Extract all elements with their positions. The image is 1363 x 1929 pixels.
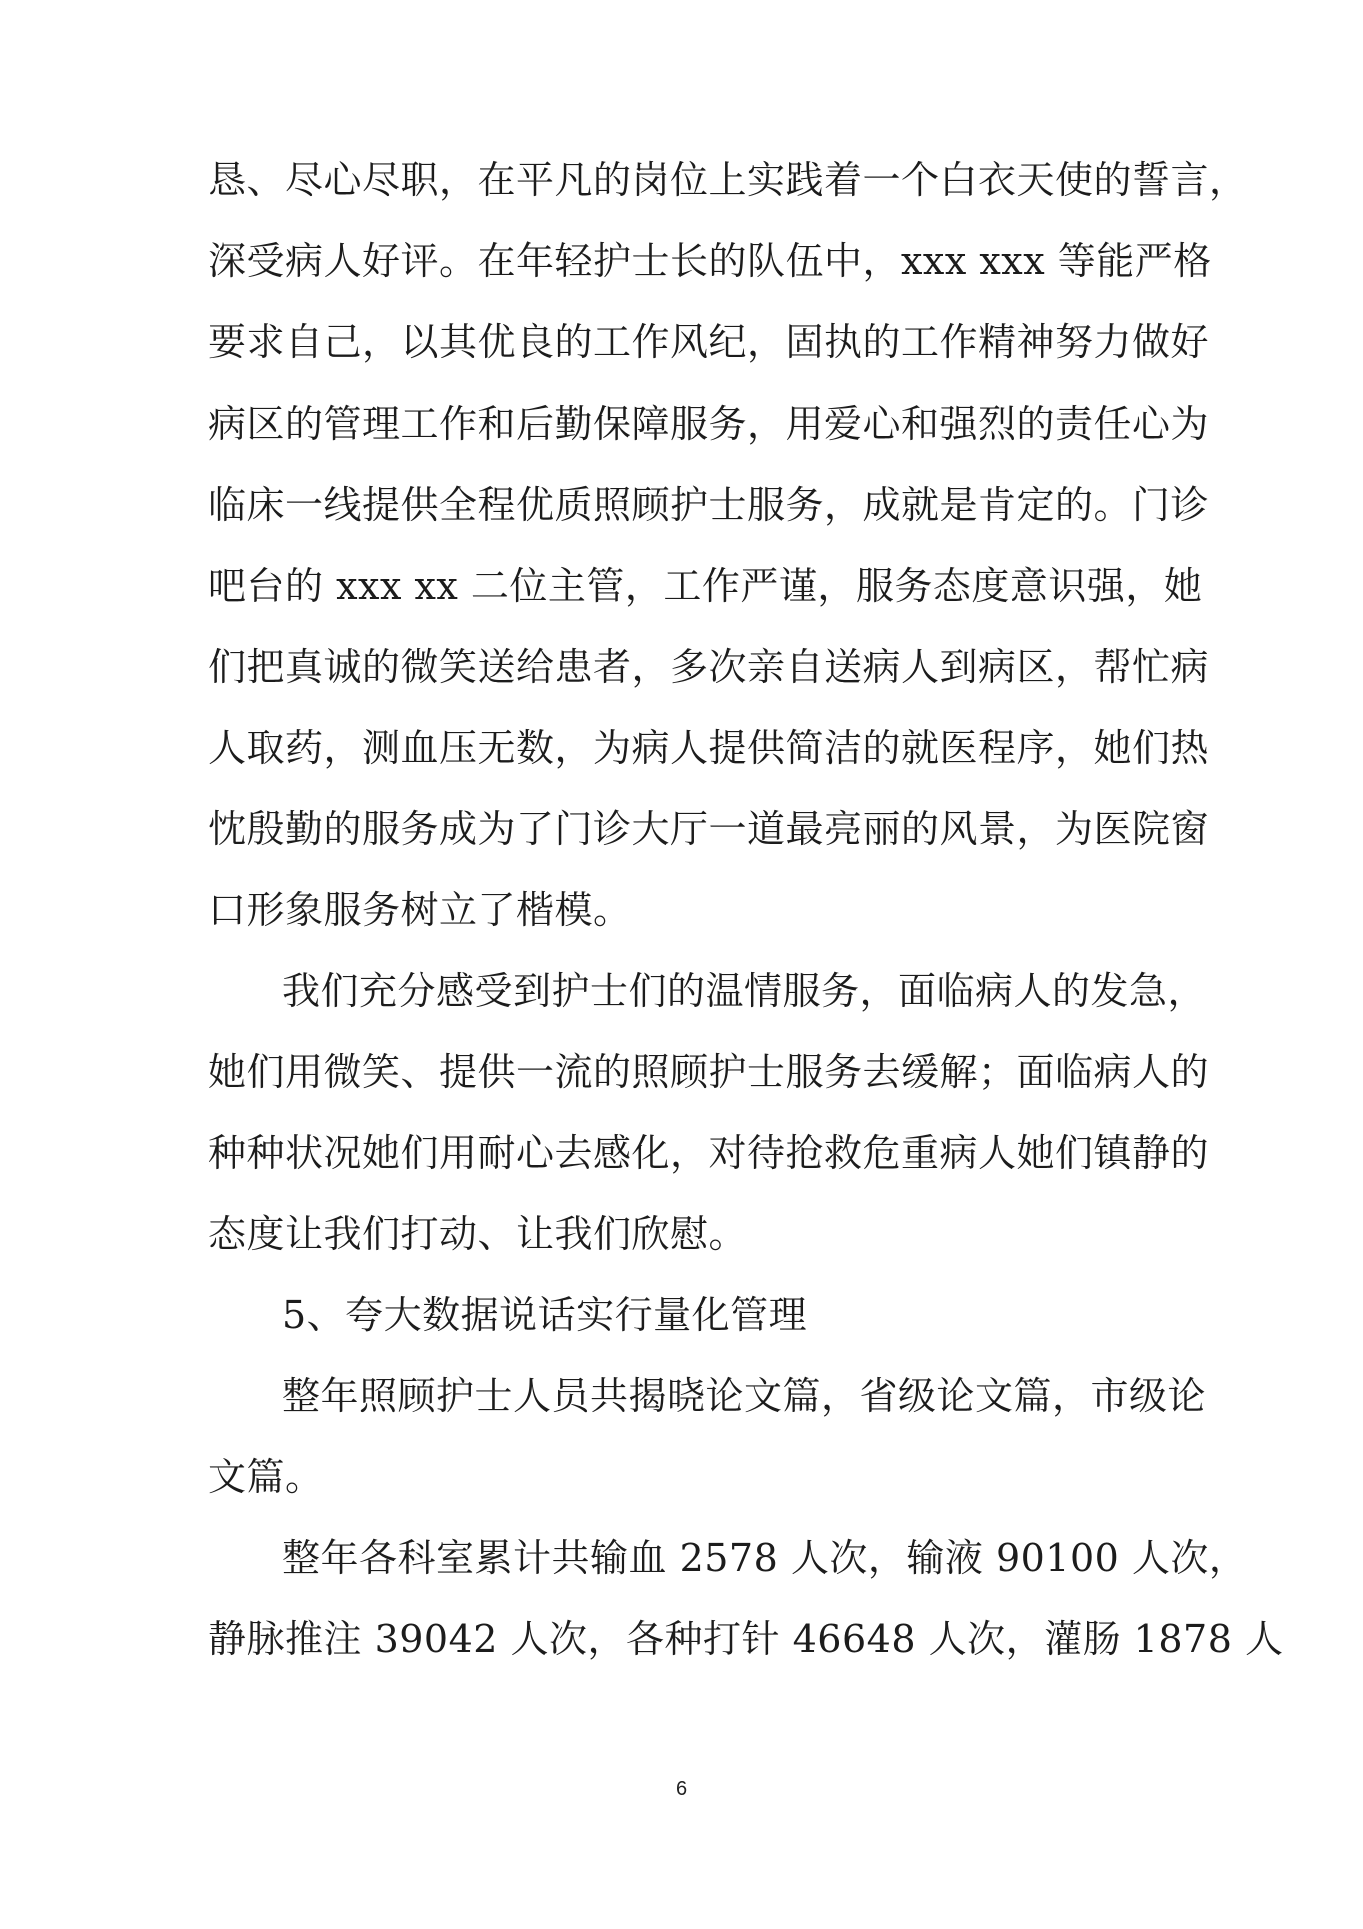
text-line: 静脉推注 39042 人次，各种打针 46648 人次，灌肠 1878 人 [208, 1617, 1284, 1661]
text-line: 病区的管理工作和后勤保障服务，用爱心和强烈的责任心为 [208, 402, 1210, 446]
text-line: 口形象服务树立了楷模。 [208, 888, 632, 932]
text-line: 人取药，测血压无数，为病人提供简洁的就医程序，她们热 [208, 726, 1210, 770]
text-line: 她们用微笑、提供一流的照顾护士服务去缓解；面临病人的 [208, 1050, 1210, 1094]
section-heading: 5、夸大数据说话实行量化管理 [282, 1293, 808, 1337]
text-line: 忱殷勤的服务成为了门诊大厅一道最亮丽的风景，为医院窗 [208, 807, 1210, 851]
text-line: 文篇。 [208, 1455, 324, 1499]
paragraph-first-line: 我们充分感受到护士们的温情服务，面临病人的发急， [282, 969, 1207, 1013]
text-line: 态度让我们打动、让我们欣慰。 [208, 1212, 748, 1256]
text-line: 种种状况她们用耐心去感化，对待抢救危重病人她们镇静的 [208, 1131, 1210, 1175]
paragraph-first-line: 整年照顾护士人员共揭晓论文篇，省级论文篇，市级论 [282, 1374, 1207, 1418]
page-number: 6 [675, 1778, 688, 1800]
text-line: 临床一线提供全程优质照顾护士服务，成就是肯定的。门诊 [208, 483, 1210, 527]
text-line: 们把真诚的微笑送给患者，多次亲自送病人到病区，帮忙病 [208, 645, 1210, 689]
text-line: 深受病人好评。在年轻护士长的队伍中，xxx xxx 等能严格 [208, 239, 1212, 283]
text-line: 恳、尽心尽职，在平凡的岗位上实践着一个白衣天使的誓言， [208, 158, 1248, 202]
paragraph-first-line: 整年各科室累计共输血 2578 人次，输液 90100 人次， [282, 1536, 1248, 1580]
text-line: 吧台的 xxx xx 二位主管，工作严谨，服务态度意识强，她 [208, 564, 1203, 608]
text-line: 要求自己，以其优良的工作风纪，固执的工作精神努力做好 [208, 320, 1210, 364]
